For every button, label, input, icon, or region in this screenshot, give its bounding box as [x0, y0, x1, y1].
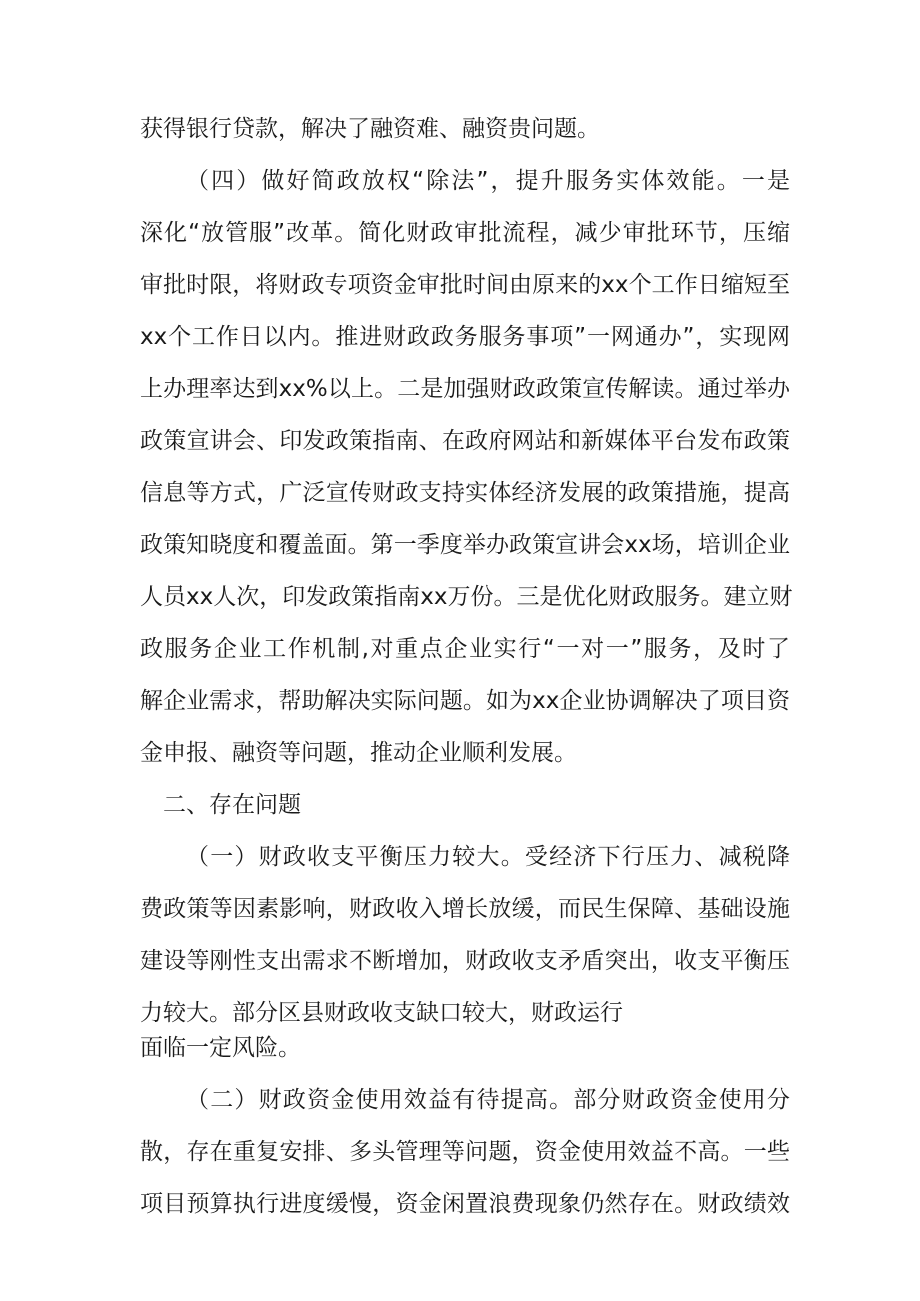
paragraph-heading-one: （一）财政收支平衡压力较大。受经济下行压力、减税降 [186, 844, 790, 870]
body-text-line: 项目预算执行进度缓慢，资金闲置浪费现象仍然存在。财政绩效 [140, 1191, 790, 1217]
body-text-line: 解企业需求，帮助解决实际问题。如为xx企业协调解决了项目资 [140, 688, 790, 714]
body-text-line: 信息等方式，广泛宣传财政支持实体经济发展的政策措施，提高 [140, 480, 790, 506]
body-text-line: 获得银行贷款，解决了融资难、融资贵问题。 [140, 116, 600, 142]
body-text-line: 上办理率达到xx%以上。二是加强财政政策宣传解读。通过举办 [140, 376, 790, 402]
body-text-line: 深化“放管服”改革。简化财政审批流程，减少审批环节，压缩 [140, 220, 790, 246]
body-text-line: 面临一定风险。 [140, 1035, 301, 1061]
paragraph-heading-four: （四）做好简政放权“除法”，提升服务实体效能。一是 [186, 168, 790, 194]
body-text-line: 政策知晓度和覆盖面。第一季度举办政策宣讲会xx场，培训企业 [140, 532, 790, 558]
body-text-line: 建设等刚性支出需求不断增加，财政收支矛盾突出，收支平衡压 [140, 948, 790, 974]
body-text-line: 人员xx人次，印发政策指南xx万份。三是优化财政服务。建立财 [140, 584, 793, 610]
body-text-line: xx个工作日以内。推进财政政务服务事项”一网通办”，实现网 [140, 324, 790, 350]
body-text-line: 力较大。部分区县财政收支缺口较大，财政运行 [140, 1000, 623, 1026]
body-text-line: 政策宣讲会、印发政策指南、在政府网站和新媒体平台发布政策 [140, 428, 790, 454]
section-heading: 二、存在问题 [163, 792, 301, 818]
body-text-line: 金申报、融资等问题，推动企业顺利发展。 [140, 740, 577, 766]
paragraph-heading-two: （二）财政资金使用效益有待提高。部分财政资金使用分 [186, 1087, 790, 1113]
body-text-line: 审批时限，将财政专项资金审批时间由原来的xx个工作日缩短至 [140, 272, 790, 298]
body-text-line: 散，存在重复安排、多头管理等问题，资金使用效益不高。一些 [140, 1139, 790, 1165]
body-text-line: 政服务企业工作机制,对重点企业实行“一对一”服务，及时了 [140, 636, 790, 662]
body-text-line: 费政策等因素影响，财政收入增长放缓，而民生保障、基础设施 [140, 896, 790, 922]
